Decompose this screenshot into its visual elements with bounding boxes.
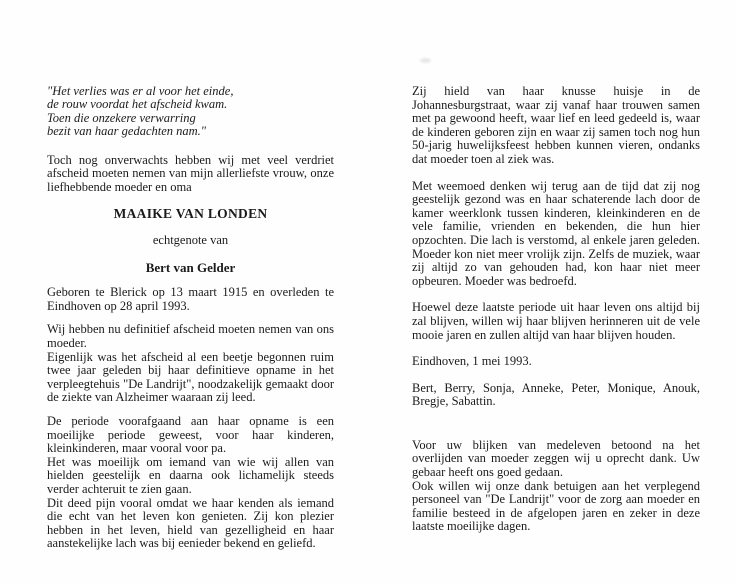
farewell-block [47, 323, 334, 405]
thanks-sentence: Voor uw blijken van medeleven betoond na het overlijden van moeder zeggen wij u oprecht dank. Uw gebaar heeft ons goed gedaan. [412, 437, 700, 480]
thanks-block [412, 439, 700, 534]
poem-line: de rouw voordat het afscheid kwam. [47, 97, 228, 112]
remembrance-paragraph: Hoewel deze laatste periode uit haar leven ons altijd bij zal blijven, willen wij haar blijven herinneren uit de vele mooie jaren en zullen altijd van haar blijven houden. [412, 300, 700, 342]
scan-artifact [420, 58, 431, 63]
family-names: Bert, Berry, Sonja, Anneke, Peter, Monique, Anouk, Bregje, Sabattin. [412, 380, 700, 409]
memories-paragraph: Met weemoed denken wij terug aan de tijd dat zij nog geestelijk gezond was en haar schaterende lach door de kamer weerklonk tussen kinderen, kleinkinderen en de vele familie, vrienden en bekenden, die hun hier opzochten. Die lach is verstomd, al enkele jaren geleden. Moeder kon niet meer vrolijk zijn. Zelfs de muziek, waar zij altijd zo van gehouden had, kon haar niet meer opbeuren. Moeder was bedroefd. [412, 178, 700, 288]
life-dates-paragraph: Geboren te Blerick op 13 maart 1915 en overleden te Eindhoven op 28 april 1993. [47, 285, 334, 313]
relation-label: echtgenote van [152, 233, 229, 247]
announcement-paragraph: Toch nog onverwachts hebben wij met veel verdriet afscheid moeten nemen van mijn allerliefste vrouw, onze liefhebbende moeder en oma [47, 152, 334, 194]
thanks-sentence: Ook willen wij onze dank betuigen aan het verplegend personeel van "De Landrijt" voor de zorg aan moeder en familie besteed in de afgelopen jaren en zeker in deze laatste moeilijke dagen. [412, 478, 700, 534]
farewell-sentence: Wij hebben nu definitief afscheid moeten nemen van ons moeder. [47, 322, 334, 350]
period-sentence: De periode voorafgaand aan haar opname is een moeilijke periode geweest, voor haar kinderen, kleinkinderen, maar vooral voor pa. [47, 413, 334, 456]
left-column [47, 85, 334, 551]
spouse-name: Bert van Gelder [145, 259, 236, 275]
farewell-sentence: Eigenlijk was het afscheid al een beetje begonnen ruim twee jaar geleden bij haar definitieve opname in het verpleegtehuis "De Landrijt", noodzakelijk gemaakt door de ziekte van Alzheimer waaraan zij leed. [47, 349, 334, 405]
dateline: Eindhoven, 1 mei 1993. [412, 354, 532, 369]
opening-poem [47, 85, 334, 139]
deceased-name: MAAIKE VAN LONDEN [113, 206, 268, 222]
period-block [47, 415, 334, 551]
poem-line: bezit van haar gedachten nam." [47, 124, 207, 139]
house-paragraph: Zij hield van haar knusse huisje in de Johannesburgstraat, waar zij vanaf haar trouwen samen met pa gewoond heeft, waar lief en leed gedeeld is, waar de kinderen geboren zijn en waar zij samen toch nog hun 50-jarig huwelijksfeest hebben kunnen vieren, ondanks dat moeder toen al ziek was. [412, 84, 700, 166]
poem-line: Toen die onzekere verwarring [47, 110, 196, 125]
right-column [412, 85, 700, 534]
poem-line: "Het verlies was er al voor het einde, [47, 84, 234, 98]
period-sentence: Dit deed pijn vooral omdat we haar kenden als iemand die echt van het leven kon genieten. Zij kon plezier hebben in het leven, hield van gezelligheid en haar aanstekelijke lach was bij eenieder bekend en geliefd. [47, 495, 334, 551]
period-sentence: Het was moeilijk om iemand van wie wij allen van hielden geestelijk en daarna ook lichamelijk steeds verder achteruit te zien gaan. [47, 454, 334, 496]
